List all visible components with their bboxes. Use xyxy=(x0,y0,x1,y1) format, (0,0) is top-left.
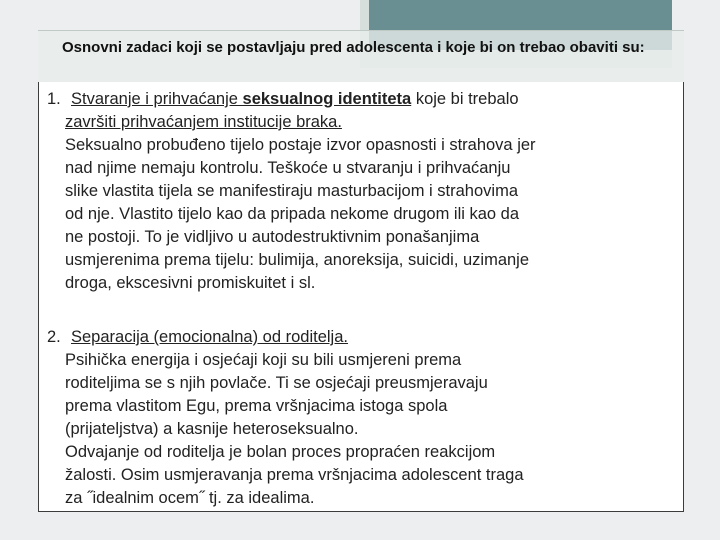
slide-title: Osnovni zadaci koji se postavljaju pred adolescenta i koje bi on trebao obaviti su: xyxy=(62,39,645,56)
body-line: droga, ekscesivni promiskuitet i sl. xyxy=(65,274,316,292)
body-line: nad njime nemaju kontrolu. Teškoće u stvaranju i prihvaćanju xyxy=(65,159,511,177)
body-line: usmjerenima prema tijelu: bulimija, anoreksija, suicidi, uzimanje xyxy=(65,251,530,269)
item-heading xyxy=(47,326,667,349)
body-line: roditeljima se s njih povlače. Ti se osjećaji preusmjeravaju xyxy=(65,374,488,392)
body-line: od nje. Vlastito tijelo kao da pripada nekome drugom ili kao da xyxy=(65,205,520,223)
body-line: Odvajanje od roditelja je bolan proces propraćen reakcijom xyxy=(65,443,496,461)
body-line: (prijateljstva) a kasnije heteroseksualno. xyxy=(65,420,359,438)
list-item-separation xyxy=(47,326,667,510)
item-number: 2. xyxy=(47,328,61,346)
list-item-sexual-identity xyxy=(47,88,667,295)
body-line: Psihička energija i osjećaji koji su bili usmjereni prema xyxy=(65,351,462,369)
heading-text: Separacija (emocionalna) od roditelja. xyxy=(71,328,348,346)
body-line: prema vlastitom Egu, prema vršnjacima istoga spola xyxy=(65,397,448,415)
heading-rest: koje bi trebalo xyxy=(411,90,519,108)
body-line: za ˝idealnim ocem˝ tj. za idealima. xyxy=(65,489,315,507)
heading-continuation: završiti prihvaćanjem institucije braka. xyxy=(65,113,342,131)
body-line: ne postoji. To je vidljivo u autodestruktivnim ponašanjima xyxy=(65,228,480,246)
body-line: slike vlastita tijela se manifestiraju masturbacijom i strahovima xyxy=(65,182,518,200)
body-line: Seksualno probuđeno tijelo postaje izvor opasnosti i strahova jer xyxy=(65,136,536,154)
heading-plain: Stvaranje i prihvaćanje xyxy=(71,90,243,108)
content-box xyxy=(38,82,684,512)
item-number: 1. xyxy=(47,90,61,108)
body-line: žalosti. Osim usmjeravanja prema vršnjacima adolescent traga xyxy=(65,466,524,484)
heading-bold: seksualnog identiteta xyxy=(242,90,412,108)
item-heading xyxy=(47,88,667,111)
